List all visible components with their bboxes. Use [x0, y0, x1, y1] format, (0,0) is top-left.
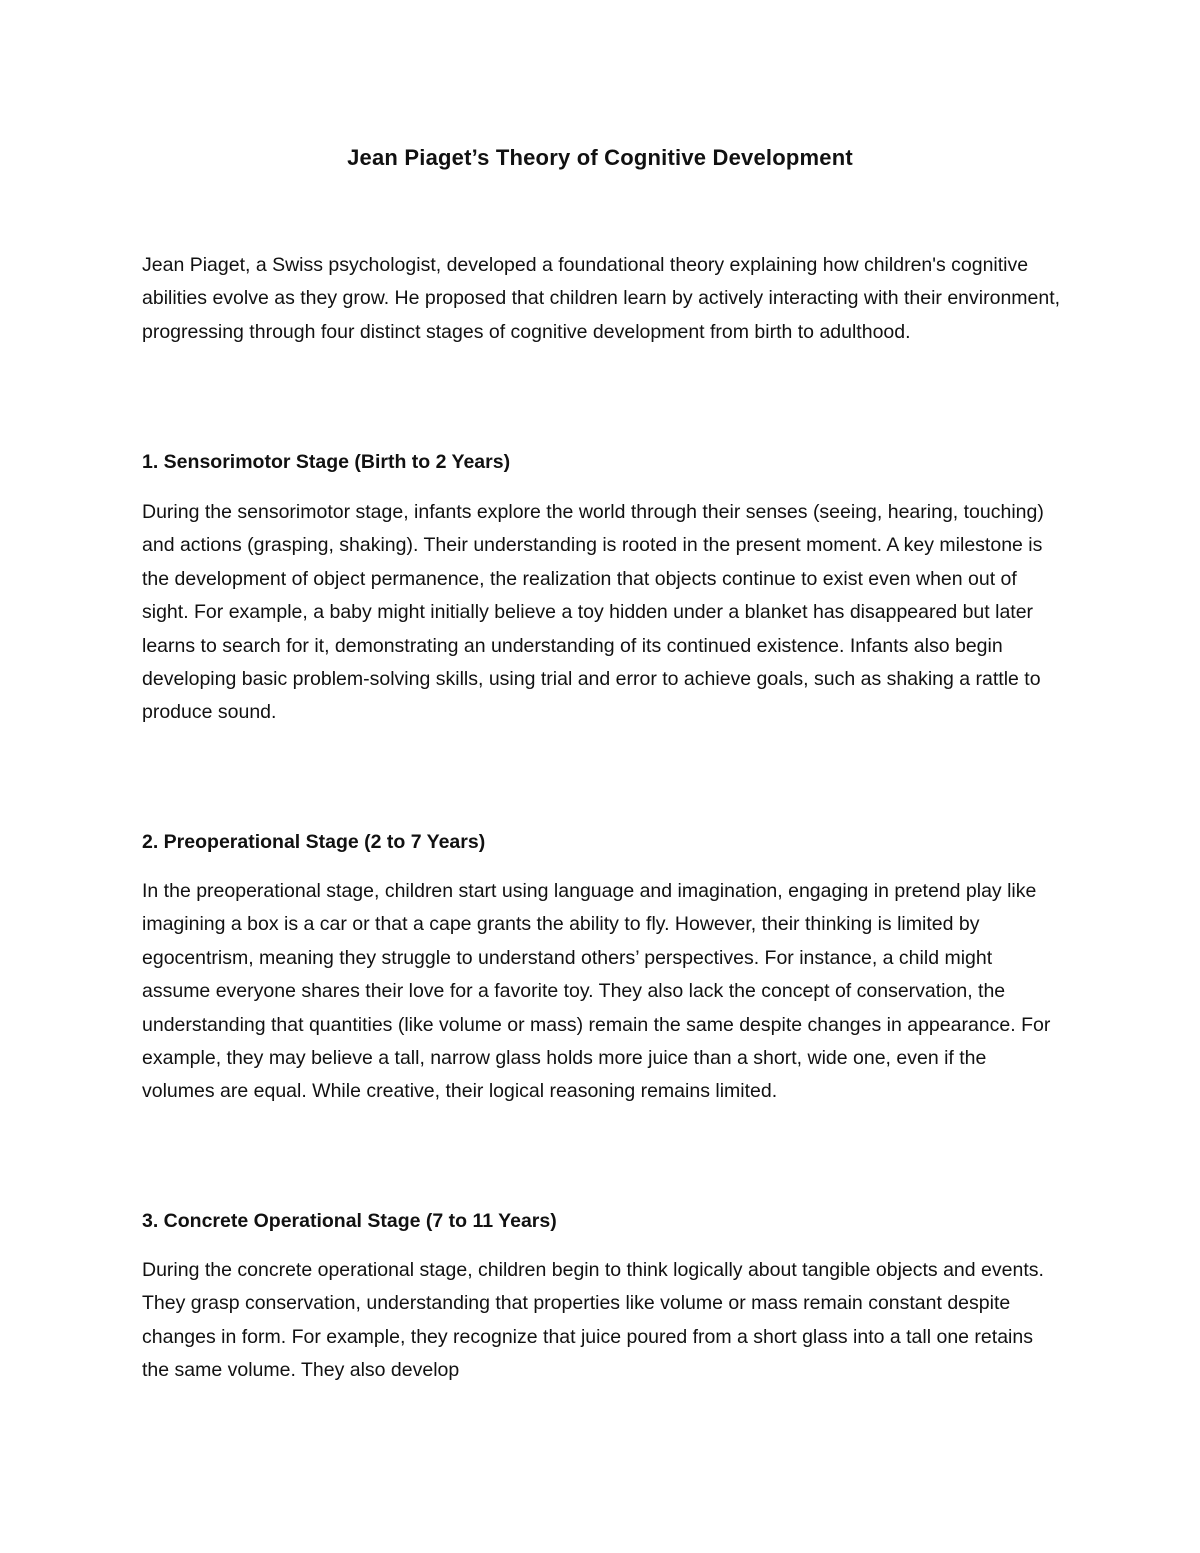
- intro-paragraph: Jean Piaget, a Swiss psychologist, developed a foundational theory explaining how children's cognitive abilities evolve as they grow. He proposed that children learn by actively interacting with their environment, progressing through four distinct stages of cognitive development from birth to adulthood.: [142, 254, 1061, 343]
- document-title: Jean Piaget’s Theory of Cognitive Development: [347, 145, 853, 170]
- section-heading-preoperational: 2. Preoperational Stage (2 to 7 Years): [142, 831, 486, 853]
- section-heading-sensorimotor: 1. Sensorimotor Stage (Birth to 2 Years): [142, 451, 511, 473]
- section-body-concrete-operational: During the concrete operational stage, children begin to think logically about tangible objects and events. They grasp conservation, understanding that properties like volume or mass remain constant despite changes in form. For example, they recognize that juice poured from a short glass into a tall one retains the same volume. They also develop: [142, 1259, 1044, 1382]
- section-heading-concrete-operational: 3. Concrete Operational Stage (7 to 11 Years): [142, 1210, 557, 1232]
- section-body-preoperational: In the preoperational stage, children start using language and imagination, engaging in pretend play like imagining a box is a car or that a cape grants the ability to fly. However, their thinking is limited by egocentrism, meaning they struggle to understand others’ perspectives. For instance, a child might assume everyone shares their love for a favorite toy. They also lack the concept of conservation, the understanding that quantities (like volume or mass) remain the same despite changes in appearance. For example, they may believe a tall, narrow glass holds more juice than a short, wide one, even if the volumes are equal. While creative, their logical reasoning remains limited.: [142, 880, 1051, 1103]
- section-body-sensorimotor: During the sensorimotor stage, infants explore the world through their senses (seeing, hearing, touching) and actions (grasping, shaking). Their understanding is rooted in the present moment. A key milestone is the development of object permanence, the realization that objects continue to exist even when out of sight. For example, a baby might initially believe a toy hidden under a blanket has disappeared but later learns to search for it, demonstrating an understanding of its continued existence. Infants also begin developing basic problem-solving skills, using trial and error to achieve goals, such as shaking a rattle to produce sound.: [142, 501, 1044, 724]
